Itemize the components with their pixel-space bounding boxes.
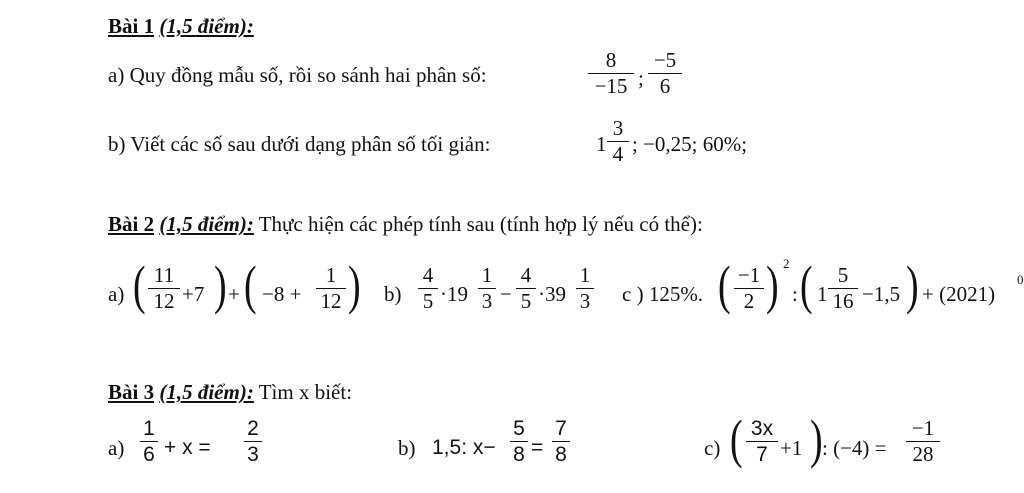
bai3-b-fraction-1: [510, 418, 528, 465]
bai3-b-label: b): [398, 436, 416, 460]
bai2-a-fraction-2: [316, 265, 346, 312]
right-paren: ): [214, 255, 227, 315]
numerator: 1: [579, 263, 591, 287]
bai1-a-text: a) Quy đồng mẫu số, rồi so sánh hai phân số:: [108, 63, 487, 87]
bai3-c-label: c): [704, 436, 721, 460]
bai3-b-prefix: 1,5: x−: [432, 436, 496, 459]
right-paren: ): [766, 255, 779, 315]
numerator: 4: [520, 263, 532, 287]
numerator: 7: [555, 417, 567, 440]
bai3-b-equals: =: [531, 436, 544, 459]
numerator: 1: [325, 263, 337, 287]
denominator: 12: [320, 289, 342, 313]
left-paren: (: [800, 255, 813, 315]
denominator: 2: [743, 289, 755, 313]
bai2-c-tail: −1,5: [862, 282, 901, 306]
numerator: 3: [612, 116, 624, 140]
left-paren: (: [718, 255, 731, 315]
numerator: 11: [153, 263, 175, 287]
bai2-c-label: c ) 125%.: [622, 282, 704, 306]
bai2-b-dot39: ·39: [538, 282, 566, 306]
bai3-a-fraction-1: [140, 418, 158, 465]
numerator: 5: [837, 263, 849, 287]
bai3-c-plus1: +1: [780, 436, 803, 460]
left-paren: (: [133, 255, 146, 315]
bai2-b-mixed-1: [478, 265, 496, 312]
left-paren: (: [730, 409, 743, 469]
bai2-c-end-exponent: 0: [1017, 272, 1024, 287]
bai3-points: (1,5 điểm):: [159, 380, 254, 404]
bai2-c-fraction-2: [828, 265, 858, 312]
bai3-c-fraction-2: [906, 418, 940, 465]
numerator: 2: [247, 417, 259, 440]
denominator: 28: [912, 442, 934, 466]
numerator: 3x: [750, 417, 774, 440]
numerator: 1: [481, 263, 493, 287]
bai1-number: Bài 1: [108, 14, 155, 38]
denominator: 5: [422, 289, 434, 313]
bai2-c-one: 1: [817, 282, 828, 306]
bai1-a-separator: ;: [638, 66, 644, 90]
numerator: −1: [911, 416, 935, 440]
denominator: 3: [481, 289, 493, 313]
numerator: 8: [605, 48, 617, 72]
bai2-points: (1,5 điểm):: [159, 212, 254, 236]
bai2-c-exponent: 2: [783, 256, 790, 271]
bai1-a-fraction-1: [588, 50, 634, 97]
bai1-b-text: b) Viết các số sau dưới dạng phân số tối giản:: [108, 132, 491, 156]
bai2-instruction: Thực hiện các phép tính sau (tính hợp lý nếu có thể):: [258, 212, 703, 236]
numerator: −1: [737, 263, 761, 287]
denominator: 3: [579, 289, 591, 313]
bai3-number: Bài 3: [108, 380, 155, 404]
bai3-c-middle: : (−4) =: [822, 436, 887, 460]
bai3-a-plus-x: + x =: [164, 436, 211, 459]
bai2-c-end: + (2021): [922, 282, 996, 306]
bai1-a-fraction-2: [648, 50, 682, 97]
bai2-c-fraction-1: [734, 265, 764, 312]
left-paren: (: [244, 255, 257, 315]
bai2-b-fraction-1: [418, 265, 438, 312]
bai2-a-plus7: +7: [182, 282, 205, 306]
denominator: 5: [520, 289, 532, 313]
bai2-c-colon: :: [792, 282, 798, 306]
denominator: 6: [143, 443, 155, 466]
bai3-heading: [108, 380, 352, 405]
denominator: 16: [832, 289, 854, 313]
bai2-a-minus8: −8 +: [262, 282, 302, 306]
bai3-a-label: a): [108, 436, 125, 460]
bai1-b-fraction: [607, 118, 629, 165]
bai2-b-minus: −: [500, 282, 512, 306]
bai1-heading: [108, 14, 254, 39]
denominator: 3: [247, 443, 259, 466]
denominator: 8: [513, 443, 525, 466]
bai2-a-fraction-1: [148, 265, 180, 312]
bai3-b-fraction-2: [552, 418, 570, 465]
bai2-b-dot19: ·19: [440, 282, 468, 306]
denominator: 8: [555, 443, 567, 466]
denominator: 7: [756, 443, 768, 466]
denominator: 12: [153, 289, 175, 313]
right-paren: ): [348, 255, 361, 315]
bai2-heading: [108, 212, 703, 237]
denominator: 6: [659, 74, 671, 98]
bai1-b-rest: ; −0,25; 60%;: [632, 132, 748, 156]
bai3-instruction: Tìm x biết:: [258, 380, 353, 404]
bai2-a-plus: +: [228, 282, 240, 306]
right-paren: ): [906, 255, 919, 315]
bai2-b-fraction-2: [516, 265, 536, 312]
numerator: 5: [513, 417, 525, 440]
numerator: −5: [653, 48, 677, 72]
bai2-b-label: b): [384, 282, 402, 306]
bai2-a-label: a): [108, 282, 125, 306]
bai3-c-fraction-1: [746, 418, 778, 465]
bai1-b-whole: 1: [596, 132, 607, 156]
numerator: 1: [143, 417, 155, 440]
right-paren: ): [810, 409, 823, 469]
bai3-a-fraction-2: [244, 418, 262, 465]
denominator: 4: [612, 142, 624, 166]
bai2-b-mixed-2: [576, 265, 594, 312]
numerator: 4: [422, 263, 434, 287]
bai2-number: Bài 2: [108, 212, 155, 236]
bai1-points: (1,5 điểm):: [159, 14, 254, 38]
denominator: −15: [594, 74, 628, 98]
